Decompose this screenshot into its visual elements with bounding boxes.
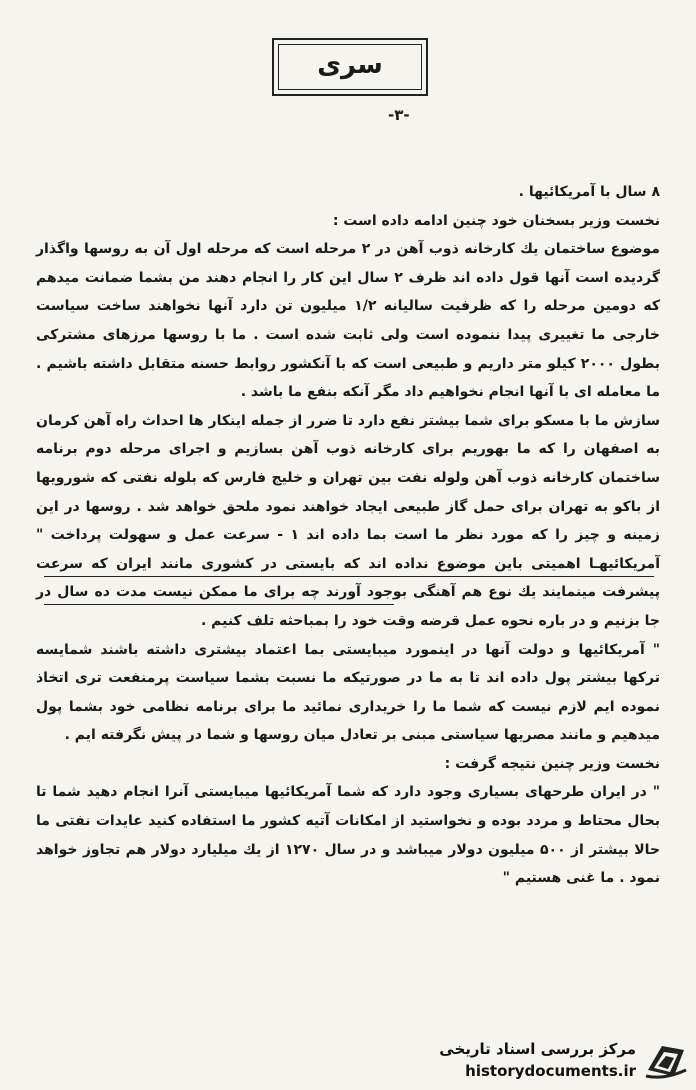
document-body	[36, 178, 660, 893]
paragraph: نخست وزیر بسخنان خود چنین ادامه داده است :	[332, 212, 660, 229]
paragraph: سازش ما با مسکو برای شما بیشتر نفع دارد تا ضرر از جمله اینکار ها احداث راه آهن کرمان به اصفهان را که ما بهوریم برای کارخانه ذوب آهن بسازیم و اجرای مرحله دوم برنامه ساختمان کارخانه ذوب آهن ولوله نفت بین تهران و خلیج فارس که بلوله نفتی که شورویها از باکو به تهران برای حمل گاز طبیعی ایجاد خواهند نمود ملحق خواهد شد . روسها در این زمینه و چیز را که مورد نظر ما است بما داده اند ۱ - سرعت عمل و سهولت پرداخت " آمریکائیهـا اهمیتی باین موضوع نداده اند که بایستی در کشوری مانند ایران که سرعت پیشرفت مینمایند یك نوع هم آهنگی بوجود آورند چه برای ما ممکن نیست مدت ده سال در جا بزنیم و در باره نحوه عمل قرضه وقت خود را بمباحثه تلف کنیم .	[36, 412, 660, 629]
page-number: -۳-	[388, 106, 410, 124]
archive-logo-icon	[644, 1040, 688, 1082]
paragraph: موضوع ساختمان یك کارخانه ذوب آهن در ۲ مرحله است که مرحله اول آن به روسها واگذار گردیده است آنها قول داده اند ظرف ۲ سال این کار را انجام دهند من بشما ضمانت میدهم که دومین مرحله را که ظرفیت سالیانه ۱/۲ میلیون تن دارد آنها نخواهند ساخت سیاست خارجی ما تغییری پیدا ننموده است ولی ثابت شده است . ما با روسها مرزهای مشترکی بطول ۲۰۰۰ کیلو متر داریم و طبیعی است که با آنکشور روابط حسنه متقابل داشته باشیم . ما معامله ای با آنها انجام نخواهیم داد مگر آنکه بنفع ما باشد .	[36, 241, 661, 401]
classification-stamp	[272, 38, 428, 96]
watermark-title: مرکز بررسی اسناد تاریخی	[439, 1040, 636, 1058]
paragraph: " آمریکائیها و دولت آنها در اینمورد میبایستی بما اعتماد بیشتری داشته باشند شمایسه ترکها بیشتر پول داده اند تا به ما در صورتیکه ما نسبت بشما سیاست پرمنفعت تری اتخاذ نموده ایم لازم نیست که شما ما را خریداری نمائید ما برای برنامه نظامی خود بشما پول میدهیم و مانند مصریها سیاستی مبنی بر تعادل میان روسها و شما در پیش نگرفته ایم .	[36, 641, 660, 744]
watermark-url: historydocuments.ir	[465, 1062, 636, 1080]
archive-watermark	[410, 1038, 688, 1084]
handwritten-underline	[44, 604, 394, 605]
paragraph: " در ایران طرحهای بسیاری وجود دارد که شما آمریکائیها میبایستی آنرا انجام دهید شما تا بحال محتاط و مردد بوده و نخواستید از امکانات آتیه کشور ما استفاده کنید عایدات نفتی ما حالا بیشتر از ۵۰۰ میلیون دولار میباشد و در سال ۱۲۷۰ از یك میلیارد دولار هم تجاوز خواهد نمود . ما غنی هستیم "	[36, 784, 661, 887]
handwritten-underline	[44, 576, 654, 577]
stamp-label: سری	[317, 50, 383, 80]
paragraph: ۸ سال با آمریکائیها .	[518, 184, 660, 200]
paragraph: نخست وزیر چنین نتیجه گرفت :	[444, 755, 660, 772]
